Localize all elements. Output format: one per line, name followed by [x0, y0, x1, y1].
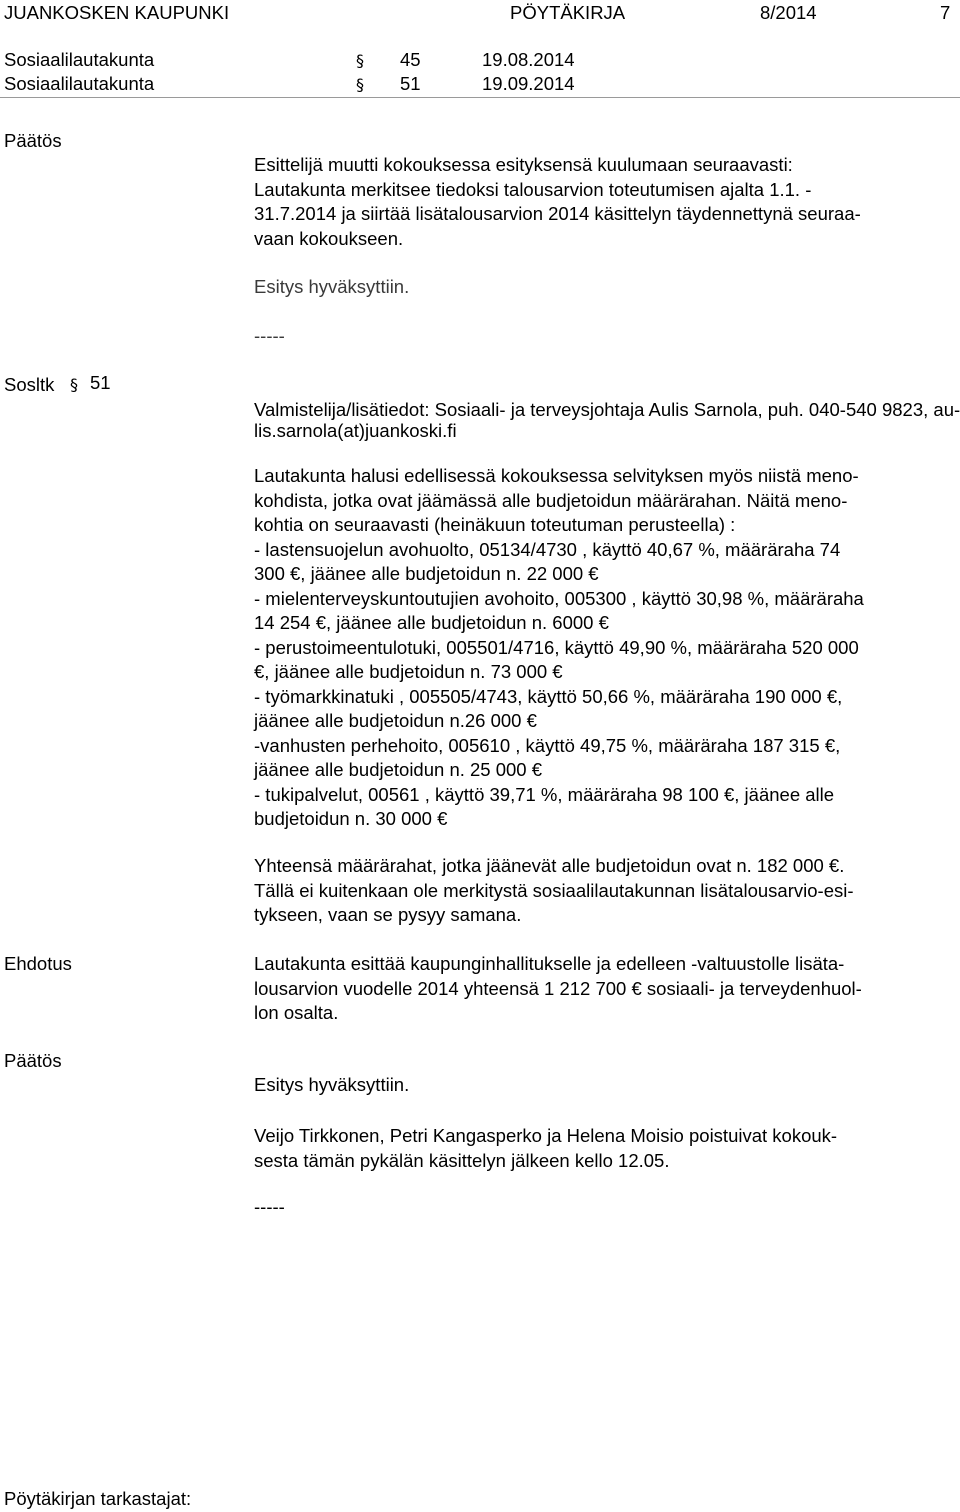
paatos-1-line: Lautakunta merkitsee tiedoksi talousarvion toteutumisen ajalta 1.1. - — [254, 179, 812, 200]
section-sign-sosltk: § — [70, 375, 78, 394]
body-line: - mielenterveyskuntoutujien avohoito, 005300 , käyttö 30,98 %, määräraha — [254, 587, 864, 609]
org-name: JUANKOSKEN KAUPUNKI — [4, 2, 230, 23]
ref-date-2: 19.09.2014 — [482, 73, 575, 94]
body-line: - tukipalvelut, 00561 , käyttö 39,71 %, määräraha 98 100 €, jäänee alle — [254, 783, 835, 805]
body-line: Lautakunta halusi edellisessä kokouksessa selvityksen myös niistä meno- — [254, 465, 859, 486]
header-divider — [0, 97, 960, 98]
summary-line: Tällä ei kuitenkaan ole merkitystä sosiaalilautakunnan lisätalousarvio-esi- — [254, 880, 854, 901]
valmistelija-line: Valmistelija/lisätiedot: Sosiaali- ja terveysjohtaja Aulis Sarnola, puh. 040-540 9823, au- — [254, 399, 960, 420]
body-line: -vanhusten perhehoito, 005610 , käyttö 49,75 %, määräraha 187 315 €, — [254, 734, 841, 756]
ref-number-1: 45 — [400, 49, 421, 70]
page-number: 7 — [940, 2, 951, 23]
body-line: - työmarkkinatuki , 005505/4743, käyttö 50,66 %, määräraha 190 000 €, — [254, 685, 843, 707]
body-line: - perustoimeentulotuki, 005501/4716, käyttö 49,90 %, määräraha 520 000 — [254, 636, 859, 658]
doc-type: PÖYTÄKIRJA — [510, 2, 626, 23]
body-line: 14 254 €, jäänee alle budjetoidun n. 6000 € — [254, 612, 609, 633]
label-paatos-1: Päätös — [4, 130, 62, 151]
body-line: €, jäänee alle budjetoidun n. 73 000 € — [254, 661, 563, 682]
separator-1: ----- — [254, 325, 285, 346]
ref-body-1: Sosiaalilautakunta — [4, 49, 155, 70]
body-line: jäänee alle budjetoidun n. 25 000 € — [254, 759, 543, 780]
section-sign-1: § — [356, 51, 364, 70]
label-paatos-2: Päätös — [4, 1050, 62, 1071]
separator-2: ----- — [254, 1196, 285, 1217]
valmistelija-line: lis.sarnola(at)juankoski.fi — [254, 420, 457, 441]
ehdotus-line: lousarvion vuodelle 2014 yhteensä 1 212 700 € sosiaali- ja terveydenhuol- — [254, 978, 862, 999]
paatos-1-line: vaan kokoukseen. — [254, 228, 404, 249]
doc-number: 8/2014 — [760, 2, 817, 23]
paatos-2-line: Veijo Tirkkonen, Petri Kangasperko ja Helena Moisio poistuivat kokouk- — [254, 1125, 838, 1146]
ehdotus-line: Lautakunta esittää kaupunginhallitukselle ja edelleen -valtuustolle lisäta- — [254, 953, 845, 974]
body-line: budjetoidun n. 30 000 € — [254, 808, 448, 829]
body-line: - lastensuojelun avohuolto, 05134/4730 , käyttö 40,67 %, määräraha 74 — [254, 538, 841, 560]
label-sosltk: Sosltk — [4, 374, 55, 395]
label-ehdotus: Ehdotus — [4, 953, 72, 974]
paatos-1-line: 31.7.2014 ja siirtää lisätalousarvion 2014 käsittelyn täydennettynä seuraa- — [254, 203, 861, 224]
esitys-hyvaksyttiin-1: Esitys hyväksyttiin. — [254, 276, 410, 297]
ref-number-2: 51 — [400, 73, 421, 94]
paatos-2-line: sesta tämän pykälän käsittelyn jälkeen kello 12.05. — [254, 1150, 670, 1171]
body-line: 300 €, jäänee alle budjetoidun n. 22 000 € — [254, 563, 599, 584]
sosltk-number: 51 — [90, 372, 111, 393]
ref-body-2: Sosiaalilautakunta — [4, 73, 155, 94]
esitys-hyvaksyttiin-2: Esitys hyväksyttiin. — [254, 1074, 410, 1095]
ref-date-1: 19.08.2014 — [482, 49, 575, 70]
body-line: kohdista, jotka ovat jäämässä alle budjetoidun määrärahan. Näitä meno- — [254, 489, 848, 511]
summary-line: tykseen, vaan se pysyy samana. — [254, 904, 522, 925]
paatos-1-line: Esittelijä muutti kokouksessa esityksensä kuulumaan seuraavasti: — [254, 154, 793, 175]
body-line: kohtia on seuraavasti (heinäkuun toteutuman perusteella) : — [254, 514, 736, 535]
body-line: jäänee alle budjetoidun n.26 000 € — [254, 710, 537, 731]
section-sign-2: § — [356, 75, 364, 94]
summary-line: Yhteensä määrärahat, jotka jäänevät alle budjetoidun ovat n. 182 000 €. — [254, 855, 845, 876]
ehdotus-line: lon osalta. — [254, 1002, 339, 1023]
footer-tarkastajat: Pöytäkirjan tarkastajat: — [4, 1488, 192, 1509]
